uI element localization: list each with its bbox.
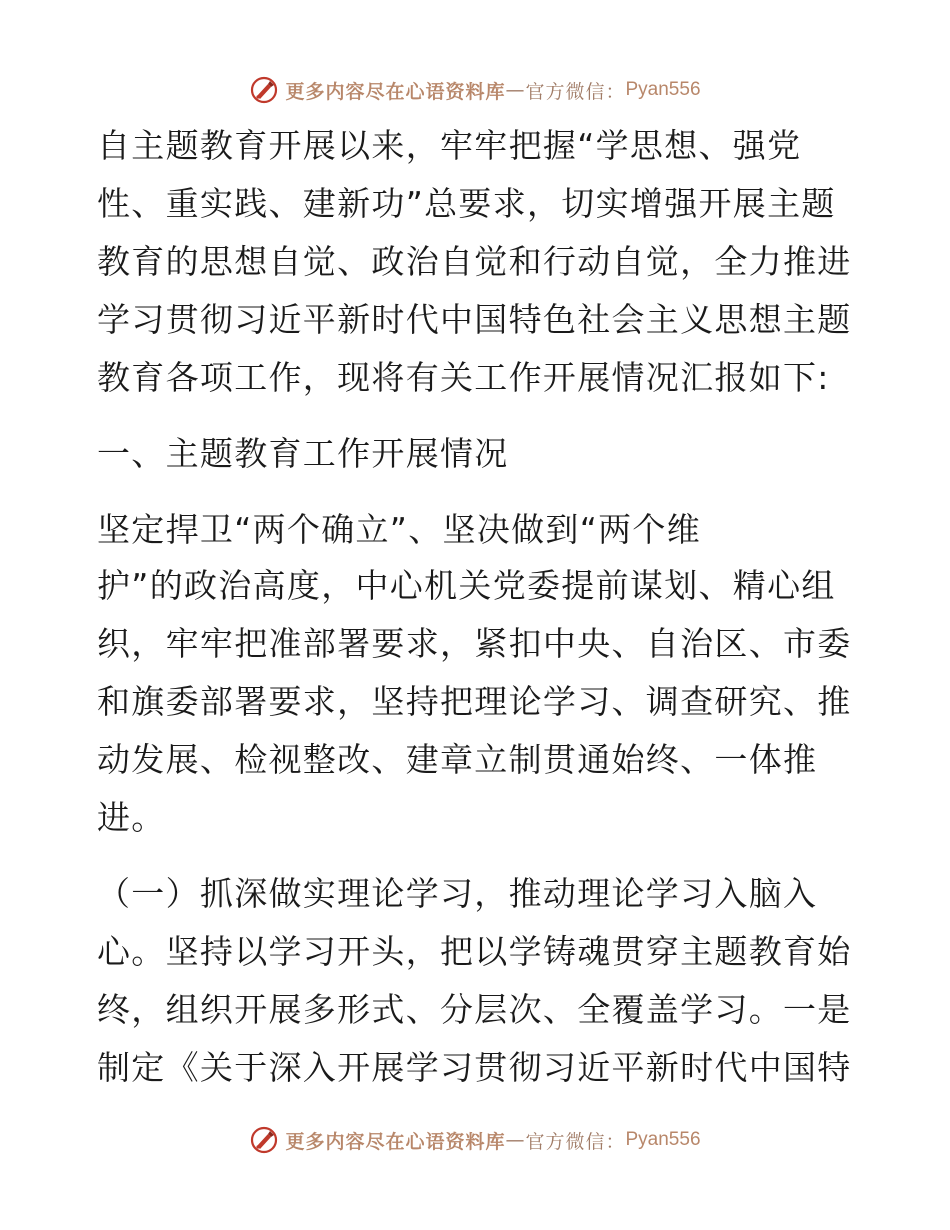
footer-watermark-banner: [0, 1120, 950, 1160]
banner-official-label: 官方微信：: [525, 1130, 626, 1153]
banner-site-name: 更多内容尽在心语资料库: [285, 80, 506, 103]
paragraph-1-line-5: 教育各项工作，现将有关工作开展情况汇报如下:: [97, 358, 830, 397]
paragraph-1-line-1: 自主题教育开展以来，牢牢把握“学思想、强党: [97, 126, 802, 165]
paragraph-2-line-3: 织，牢牢把准部署要求，紧扣中央、自治区、市委: [97, 624, 852, 663]
paragraph-2-line-1: 坚定捍卫“两个确立”、坚决做到“两个维: [97, 510, 701, 549]
banner-official-label: 官方微信：: [525, 80, 626, 103]
paragraph-2-line-5: 动发展、检视整改、建章立制贯通始终、一体推: [97, 740, 818, 779]
paragraph-3-line-1: （一）抓深做实理论学习，推动理论学习入脑入: [97, 874, 818, 913]
paragraph-3-line-2: 心。坚持以学习开头，把以学铸魂贯穿主题教育始: [97, 932, 852, 971]
paragraph-2-line-6: 进。: [97, 798, 166, 837]
paragraph-3-line-4: 制定《关于深入开展学习贯彻习近平新时代中国特: [97, 1048, 852, 1087]
paragraph-1-line-2: 性、重实践、建新功”总要求，切实增强开展主题: [97, 184, 836, 223]
writing-hand-logo-icon: [249, 1125, 279, 1155]
paragraph-1-line-4: 学习贯彻习近平新时代中国特色社会主义思想主题: [97, 300, 852, 339]
banner-separator: —: [505, 79, 526, 101]
paragraph-1-line-3: 教育的思想自觉、政治自觉和行动自觉，全力推进: [97, 242, 852, 281]
banner-wechat-id: Pyan556: [625, 1129, 701, 1150]
section-heading: 一、主题教育工作开展情况: [97, 434, 509, 473]
paragraph-2-line-4: 和旗委部署要求，坚持把理论学习、调查研究、推: [97, 682, 852, 721]
banner-separator: —: [505, 1129, 526, 1151]
paragraph-2-line-2: 护”的政治高度，中心机关党委提前谋划、精心组: [97, 566, 836, 605]
banner-wechat-id: Pyan556: [625, 79, 701, 100]
banner-site-name: 更多内容尽在心语资料库: [285, 1130, 506, 1153]
paragraph-3-line-3: 终，组织开展多形式、分层次、全覆盖学习。一是: [97, 990, 852, 1029]
